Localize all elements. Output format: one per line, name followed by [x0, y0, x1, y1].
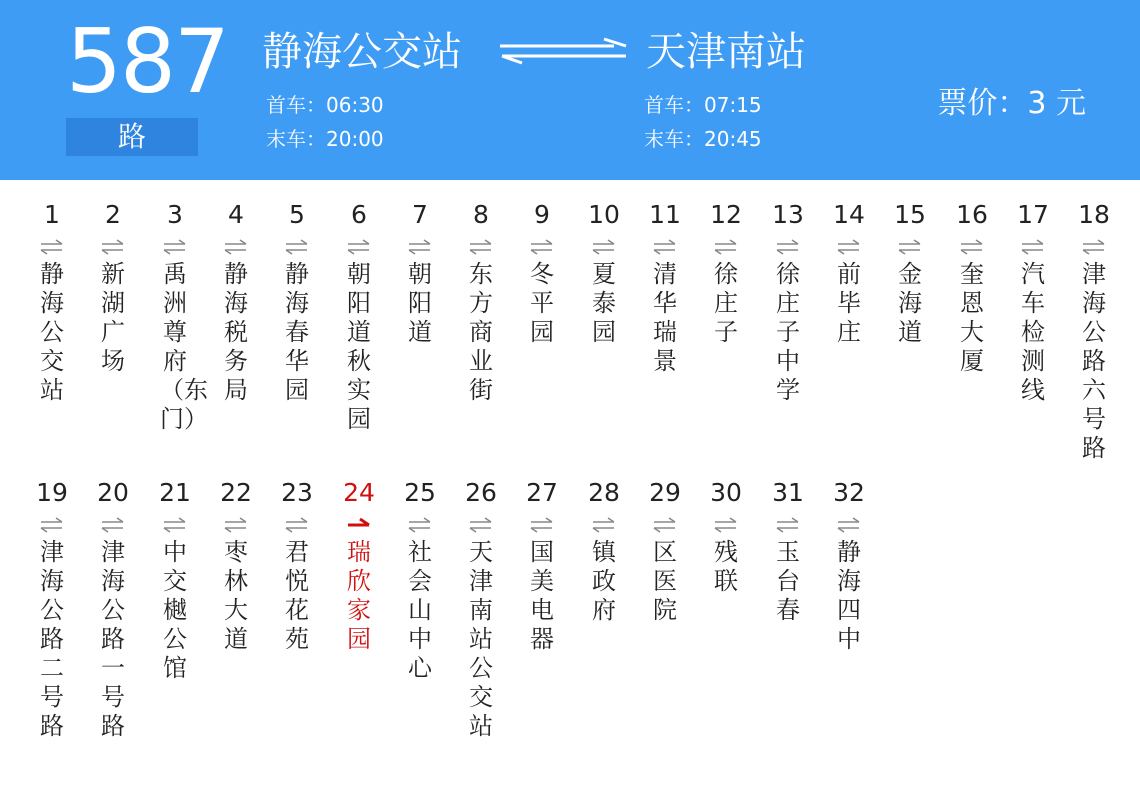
stop-number: 16: [956, 200, 988, 229]
last-bus-label: 末车：: [644, 127, 704, 151]
bidirectional-arrow-icon: [651, 516, 679, 534]
bidirectional-arrow-icon: [651, 238, 679, 256]
stop-number: 4: [228, 200, 244, 229]
stop-number: 29: [649, 478, 681, 507]
stop-number: 5: [289, 200, 305, 229]
route-number: 587: [66, 10, 228, 113]
stop: [206, 476, 266, 654]
stop-name: 残联: [714, 538, 738, 595]
stop: [696, 198, 756, 347]
first-bus-time: 07:15: [704, 93, 762, 117]
stop-name: 社会山中心: [408, 538, 432, 682]
stop-number: 25: [404, 478, 436, 507]
stop: [635, 198, 695, 376]
last-bus-time: 20:00: [326, 127, 384, 151]
stop: [83, 476, 143, 741]
stop-name: 前毕庄: [837, 260, 861, 346]
start-terminal-times: [266, 88, 384, 156]
bidirectional-arrow-icon: [467, 238, 495, 256]
start-terminal-name: 静海公交站: [262, 29, 462, 75]
bidirectional-arrow-icon: [161, 516, 189, 534]
bidirectional-arrow-icon: [38, 516, 66, 534]
stop: [267, 198, 327, 405]
stop-name: 国美电器: [530, 538, 554, 653]
stop: [329, 198, 389, 434]
stop-number: 11: [649, 200, 681, 229]
stop: [145, 198, 208, 434]
stop-name: 中交樾公馆: [163, 538, 187, 682]
stop: [83, 198, 143, 376]
stop-number: 6: [351, 200, 367, 229]
stop: [758, 476, 818, 625]
bidirectional-arrow-icon: [406, 238, 434, 256]
stop: [574, 198, 634, 347]
bidirectional-arrow-icon: [590, 516, 618, 534]
last-bus-time: 20:45: [704, 127, 762, 151]
first-bus-label: 首车：: [266, 93, 326, 117]
stop-number: 9: [534, 200, 550, 229]
stop-number: 30: [710, 478, 742, 507]
bidirectional-arrow-icon: [712, 516, 740, 534]
bidirectional-arrow-icon: [774, 516, 802, 534]
stop-number: 8: [473, 200, 489, 229]
stop-number: 28: [588, 478, 620, 507]
route-suffix: 路: [66, 118, 198, 156]
stop-name: 新湖广场: [101, 260, 125, 375]
stop-current: [329, 476, 389, 654]
stop: [206, 198, 266, 405]
stop-number: 24: [343, 478, 375, 507]
stop: [512, 476, 572, 654]
bidirectional-arrow-icon: [38, 238, 66, 256]
bidirectional-arrow-icon: [1080, 238, 1108, 256]
bidirectional-arrow-icon: [590, 238, 618, 256]
start-last-bus: [266, 122, 384, 156]
bidirectional-arrow-icon: [99, 238, 127, 256]
bidirectional-arrow-icon: [712, 238, 740, 256]
bidirectional-arrow-icon: [99, 516, 127, 534]
stop-number: 13: [772, 200, 804, 229]
stop-number: 26: [465, 478, 497, 507]
stop-name: 津海公路二号路: [40, 538, 64, 740]
stop-name: 徐庄子中学: [776, 260, 800, 404]
stop-name: 金海道: [898, 260, 922, 346]
bidirectional-arrow-icon: [528, 516, 556, 534]
stop-name: 镇政府: [592, 538, 616, 624]
stop-name: 奎恩大厦: [960, 260, 984, 375]
stop-name: 枣林大道: [224, 538, 248, 653]
route-header: [0, 0, 1140, 180]
stop-number: 12: [710, 200, 742, 229]
stop-number: 3: [167, 200, 183, 229]
stop-name: 徐庄子: [714, 260, 738, 346]
stop-number: 14: [833, 200, 865, 229]
stop-name: 玉台春: [776, 538, 800, 624]
stop-number: 18: [1078, 200, 1110, 229]
stop: [942, 198, 1002, 376]
stop-name: 冬平园: [530, 260, 554, 346]
bidirectional-arrow-icon: [958, 238, 986, 256]
stop: [635, 476, 695, 625]
stop-number: 32: [833, 478, 865, 507]
bidirectional-arrow-icon: [283, 238, 311, 256]
stop-number: 23: [281, 478, 313, 507]
fare-label: 票价：: [937, 86, 1028, 121]
stop-name: 禹洲尊府（东门）: [160, 260, 208, 433]
start-first-bus: [266, 88, 384, 122]
bidirectional-arrow-icon: [835, 238, 863, 256]
stop: [22, 198, 82, 405]
stop-name: 瑞欣家园: [347, 538, 371, 653]
stop-number: 2: [105, 200, 121, 229]
stop: [880, 198, 940, 347]
stop-number: 22: [220, 478, 252, 507]
bidirectional-arrow-icon: [774, 238, 802, 256]
fare-value: 3: [1027, 86, 1047, 121]
bidirectional-arrow-icon: [222, 238, 250, 256]
bidirectional-arrow-icon: [835, 516, 863, 534]
stop-name: 天津南站公交站: [469, 538, 493, 740]
bidirectional-arrow-icon: [222, 516, 250, 534]
stop-name: 津海公路一号路: [101, 538, 125, 740]
stop-name: 区医院: [653, 538, 677, 624]
stop-name: 津海公路六号路: [1082, 260, 1106, 462]
fare: [937, 82, 1086, 126]
stop-number: 31: [772, 478, 804, 507]
stop-number: 20: [97, 478, 129, 507]
stop-number: 21: [159, 478, 191, 507]
bidirectional-arrow-icon: [1019, 238, 1047, 256]
stop: [512, 198, 572, 347]
first-bus-label: 首车：: [644, 93, 704, 117]
stop: [267, 476, 327, 654]
first-bus-time: 06:30: [326, 93, 384, 117]
stop-number: 1: [44, 200, 60, 229]
stop: [819, 198, 879, 347]
stop: [696, 476, 756, 596]
stop-number: 15: [894, 200, 926, 229]
bidirectional-arrow-icon: [467, 516, 495, 534]
stop-name: 静海公交站: [40, 260, 64, 404]
end-terminal-times: [644, 88, 762, 156]
stop: [1064, 198, 1124, 463]
stop: [819, 476, 879, 654]
bidirectional-arrow-icon: [345, 238, 373, 256]
end-last-bus: [644, 122, 762, 156]
stop: [574, 476, 634, 625]
stop-name: 东方商业街: [469, 260, 493, 404]
stop-name: 朝阳道: [408, 260, 432, 346]
bidirectional-arrow-icon: [896, 238, 924, 256]
stop: [758, 198, 818, 405]
stop: [22, 476, 82, 741]
current-direction-arrow-icon: [345, 516, 373, 534]
stop-name: 静海税务局: [224, 260, 248, 404]
bidirectional-arrow-icon: [283, 516, 311, 534]
stop: [1003, 198, 1063, 405]
stop: [451, 198, 511, 405]
stop-number: 7: [412, 200, 428, 229]
stop-name: 夏泰园: [592, 260, 616, 346]
bidirectional-arrow-icon: [161, 238, 189, 256]
last-bus-label: 末车：: [266, 127, 326, 151]
stop-name: 清华瑞景: [653, 260, 677, 375]
stop: [390, 476, 450, 683]
stop-number: 10: [588, 200, 620, 229]
stop: [390, 198, 450, 347]
bidirectional-arrow-icon: [528, 238, 556, 256]
end-first-bus: [644, 88, 762, 122]
stop-name: 汽车检测线: [1021, 260, 1045, 404]
end-terminal-name: 天津南站: [646, 29, 806, 75]
stop-name: 静海春华园: [285, 260, 309, 404]
stop: [145, 476, 205, 683]
stop-number: 27: [526, 478, 558, 507]
fare-unit: 元: [1056, 86, 1086, 121]
bidirectional-arrow-icon: [496, 36, 632, 66]
stop-number: 19: [36, 478, 68, 507]
stop-name: 君悦花苑: [285, 538, 309, 653]
stop: [451, 476, 511, 741]
stop-number: 17: [1017, 200, 1049, 229]
stop-name: 静海四中: [837, 538, 861, 653]
stop-name: 朝阳道秋实园: [347, 260, 371, 433]
bidirectional-arrow-icon: [406, 516, 434, 534]
